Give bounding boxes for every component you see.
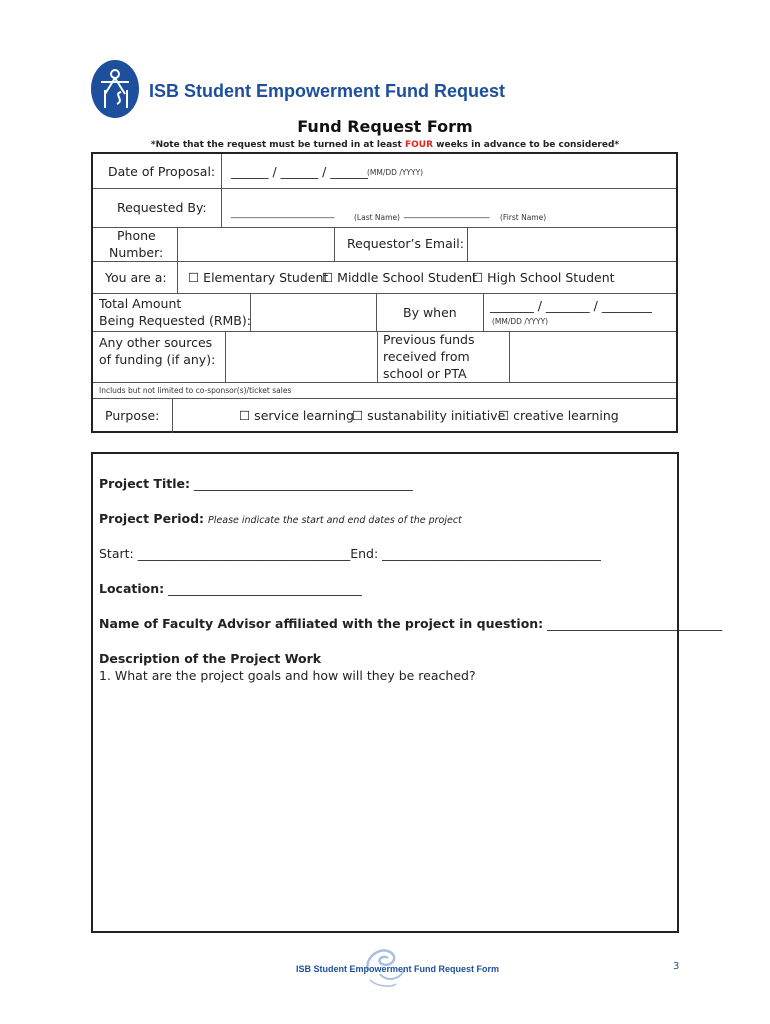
total-amount-label-1: Total Amount — [99, 296, 182, 311]
project-title-label: Project Title: — [99, 476, 190, 491]
other-sources-label-2: of funding (if any): — [99, 352, 216, 367]
checkbox-sustainability[interactable]: ☐ sustanability initiative — [352, 408, 506, 423]
advisor-row — [99, 616, 722, 631]
project-title-row — [99, 476, 413, 491]
project-period-hint: Please indicate the start and end dates of the project — [208, 515, 462, 526]
page-number: 3 — [673, 961, 680, 972]
location-field[interactable]: _______________________________ — [164, 581, 362, 596]
checkbox-high-school[interactable]: ☐ High School Student — [472, 270, 615, 285]
project-period-label: Project Period: — [99, 511, 205, 526]
location-label: Location: — [99, 581, 165, 596]
advisor-label: Name of Faculty Advisor affiliated with the project in question: — [99, 616, 544, 631]
date-format-hint: (MM/DD /YYYY) — [367, 168, 424, 177]
you-are-label: You are a: — [105, 270, 167, 285]
advisor-field[interactable]: ____________________________ — [543, 616, 723, 631]
project-title-field[interactable]: ___________________________________ — [189, 476, 413, 491]
note-emphasis: FOUR — [404, 140, 434, 150]
previous-funds-label-3: school or PTA — [383, 366, 467, 381]
checkbox-service-learning[interactable]: ☐ service learning — [239, 408, 354, 423]
deadline-note: *Note that the request must be turned in at least FOUR weeks in advance to be considered* — [150, 140, 620, 150]
includes-note: Includs but not limited to co-sponsor(s)/ticket sales — [99, 386, 292, 395]
location-row — [99, 581, 362, 596]
org-title: ISB Student Empowerment Fund Request — [149, 81, 506, 101]
info-table — [91, 152, 678, 433]
project-details-box — [91, 452, 723, 933]
phone-label-1: Phone — [117, 228, 156, 243]
phone-label-2: Number: — [109, 245, 164, 260]
other-sources-field[interactable] — [230, 335, 373, 377]
checkbox-middle-school[interactable]: ☐ Middle School Student — [322, 270, 478, 285]
project-period-row — [99, 511, 462, 526]
description-heading: Description of the Project Work — [99, 651, 322, 666]
email-label: Requestor’s Email: — [347, 236, 464, 251]
checkbox-creative-learning[interactable]: ☐ creative learning — [498, 408, 619, 423]
form-title: Fund Request Form — [297, 117, 473, 136]
first-name-hint: (First Name) — [500, 213, 547, 222]
email-field[interactable] — [473, 232, 669, 256]
previous-funds-field[interactable] — [514, 335, 672, 377]
last-name-hint: (Last Name) — [354, 213, 400, 222]
other-sources-label-1: Any other sources — [99, 335, 213, 350]
last-name-field[interactable]: _______________________ — [231, 209, 335, 219]
question-1: 1. What are the project goals and how will they be reached? — [99, 668, 476, 683]
description-answer-area[interactable] — [99, 690, 671, 926]
date-of-proposal-field[interactable]: ______ / ______ / ______ — [231, 164, 368, 179]
start-end-fields[interactable]: Start: __________________________________End: ___________________________________ — [99, 546, 601, 561]
total-amount-label-2: Being Requested (RMB): — [99, 313, 251, 328]
previous-funds-label-2: received from — [383, 349, 470, 364]
first-name-field[interactable]: ___________________ — [404, 209, 490, 219]
total-amount-field[interactable] — [255, 298, 371, 326]
by-when-label: By when — [403, 305, 457, 320]
isb-logo — [91, 60, 139, 118]
requested-by-label: Requested By: — [117, 200, 207, 215]
previous-funds-label-1: Previous funds — [383, 332, 475, 347]
checkbox-elementary[interactable]: ☐ Elementary Student — [188, 270, 329, 285]
by-when-field[interactable]: _______ / _______ / ________ — [490, 298, 652, 313]
footer-text: ISB Student Empowerment Fund Request Form — [296, 964, 500, 974]
by-when-format-hint: (MM/DD /YYYY) — [492, 317, 549, 326]
purpose-label: Purpose: — [105, 408, 160, 423]
phone-field[interactable] — [183, 232, 331, 256]
date-of-proposal-label: Date of Proposal: — [108, 164, 216, 179]
